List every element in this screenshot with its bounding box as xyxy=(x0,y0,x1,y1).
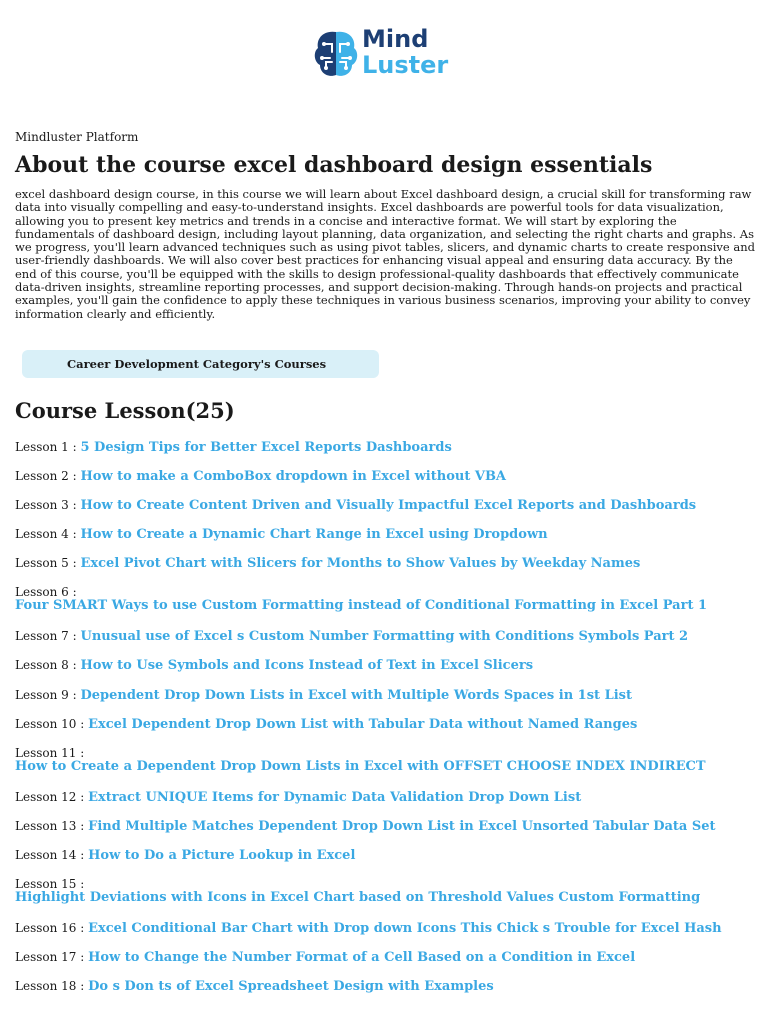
lesson-number: Lesson 10 : xyxy=(15,717,85,731)
lesson-link[interactable]: Excel Pivot Chart with Slicers for Months to Show Values by Weekday Names xyxy=(80,556,641,571)
lesson-link[interactable]: Find Multiple Matches Dependent Drop Down List in Excel Unsorted Tabular Data Set xyxy=(88,819,716,834)
brand-line-2: Luster xyxy=(362,51,449,79)
lesson-item xyxy=(15,717,760,732)
lesson-item xyxy=(15,790,760,805)
lesson-number: Lesson 15 : xyxy=(15,877,85,891)
page-title: About the course excel dashboard design essentials xyxy=(15,152,653,178)
lesson-item xyxy=(15,658,760,673)
lesson-number: Lesson 14 : xyxy=(15,848,85,862)
lesson-number: Lesson 11 : xyxy=(15,746,85,760)
lesson-link[interactable]: How to make a ComboBox dropdown in Excel without VBA xyxy=(80,469,507,484)
lesson-link[interactable]: 5 Design Tips for Better Excel Reports Dashboards xyxy=(80,440,452,455)
lesson-number: Lesson 12 : xyxy=(15,790,85,804)
lesson-number: Lesson 9 : xyxy=(15,688,77,702)
lesson-link[interactable]: How to Create a Dependent Drop Down Lists in Excel with OFFSET CHOOSE INDEX INDIRECT xyxy=(15,759,706,774)
lesson-item xyxy=(15,819,760,834)
lesson-item xyxy=(15,979,760,994)
lesson-link[interactable]: Excel Dependent Drop Down List with Tabular Data without Named Ranges xyxy=(88,717,638,732)
platform-label: Mindluster Platform xyxy=(15,130,139,144)
lesson-link[interactable]: Dependent Drop Down Lists in Excel with Multiple Words Spaces in 1st List xyxy=(80,688,632,703)
lesson-item xyxy=(15,527,760,542)
lesson-link[interactable]: Unusual use of Excel s Custom Number Formatting with Conditions Symbols Part 2 xyxy=(80,629,689,644)
brand-line-1: Mind xyxy=(362,25,429,53)
lesson-link[interactable]: Do s Don ts of Excel Spreadsheet Design with Examples xyxy=(88,979,494,994)
lesson-link[interactable]: How to Use Symbols and Icons Instead of Text in Excel Slicers xyxy=(80,658,534,673)
lesson-link[interactable]: How to Create Content Driven and Visually Impactful Excel Reports and Dashboards xyxy=(80,498,697,513)
lesson-number: Lesson 5 : xyxy=(15,556,77,570)
lesson-item xyxy=(15,688,760,703)
lesson-item xyxy=(15,586,760,613)
lesson-number: Lesson 18 : xyxy=(15,979,85,993)
brain-circuit-icon xyxy=(312,28,360,80)
lesson-number: Lesson 8 : xyxy=(15,658,77,672)
lesson-number: Lesson 1 : xyxy=(15,440,77,454)
lesson-link[interactable]: How to Do a Picture Lookup in Excel xyxy=(88,848,356,863)
lesson-number: Lesson 7 : xyxy=(15,629,77,643)
lesson-item xyxy=(15,878,760,905)
lesson-number: Lesson 6 : xyxy=(15,585,77,599)
lesson-number: Lesson 2 : xyxy=(15,469,77,483)
lesson-link[interactable]: Highlight Deviations with Icons in Excel Chart based on Threshold Values Custom Formatting xyxy=(15,890,701,905)
lesson-item xyxy=(15,556,760,571)
lesson-link[interactable]: How to Create a Dynamic Chart Range in Excel using Dropdown xyxy=(80,527,548,542)
lesson-item xyxy=(15,629,760,644)
lesson-number: Lesson 17 : xyxy=(15,950,85,964)
lessons-heading: Course Lesson(25) xyxy=(15,398,235,423)
lesson-link[interactable]: Four SMART Ways to use Custom Formatting instead of Conditional Formatting in Excel Part 1 xyxy=(15,598,708,613)
lesson-item xyxy=(15,469,760,484)
brand-wordmark xyxy=(362,26,448,78)
lesson-link[interactable]: Extract UNIQUE Items for Dynamic Data Validation Drop Down List xyxy=(88,790,582,805)
lesson-number: Lesson 3 : xyxy=(15,498,77,512)
lesson-item xyxy=(15,950,760,965)
lesson-item xyxy=(15,498,760,513)
lesson-item xyxy=(15,848,760,863)
course-description: excel dashboard design course, in this course we will learn about Excel dashboard design, a crucial skill for transforming raw data into visually compelling and easy-to-understand insights. Excel dashboards are powerful tools for data visualization, allowing you to present key metrics and trends in a concise and interactive format. We will start by exploring the fundamentals of dashboard design, including layout planning, data organization, and selecting the right charts and graphs. As we progress, you'll learn advanced techniques such as using pivot tables, slicers, and dynamic charts to create responsive and user-friendly dashboards. We will also cover best practices for enhancing visual appeal and ensuring data accuracy. By the end of this course, you'll be equipped with the skills to design professional-quality dashboards that effectively communicate data-driven insights, streamline reporting processes, and support decision-making. Through hands-on projects and practical examples, you'll gain the confidence to apply these techniques in various business scenarios, improving your ability to convey information clearly and efficiently. xyxy=(15,187,756,321)
lesson-item xyxy=(15,440,760,455)
category-courses-button[interactable]: Career Development Category's Courses xyxy=(22,350,379,378)
lesson-item xyxy=(15,747,760,774)
lesson-number: Lesson 13 : xyxy=(15,819,85,833)
lesson-item xyxy=(15,921,760,936)
lesson-link[interactable]: How to Change the Number Format of a Cell Based on a Condition in Excel xyxy=(88,950,636,965)
lesson-link[interactable]: Excel Conditional Bar Chart with Drop down Icons This Chick s Trouble for Excel Hash xyxy=(88,921,722,936)
lesson-number: Lesson 4 : xyxy=(15,527,77,541)
lesson-number: Lesson 16 : xyxy=(15,921,85,935)
mindluster-logo[interactable] xyxy=(312,26,462,82)
